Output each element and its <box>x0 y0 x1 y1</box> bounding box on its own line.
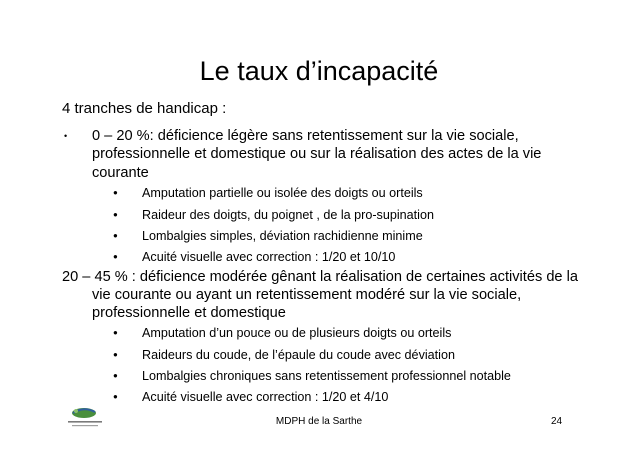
bullet: ● <box>113 210 118 219</box>
bracket-1 <box>0 127 638 183</box>
slide-title: Le taux d’incapacité <box>199 56 439 86</box>
list-item-text: Amputation d’un pouce ou de plusieurs doigts ou orteils <box>142 326 452 340</box>
bullet: ● <box>113 328 118 337</box>
bullet: ● <box>113 371 118 380</box>
page-number: 24 <box>551 416 563 427</box>
bullet: ● <box>113 350 118 359</box>
bullet: ● <box>113 252 118 261</box>
bullet: ● <box>113 392 118 401</box>
intro-text: 4 tranches de handicap : <box>62 100 227 117</box>
list-item-text: Raideurs du coude, de l’épaule du coude avec déviation <box>142 348 455 362</box>
bracket-2-text: 20 – 45 % : déficience modérée gênant la réalisation de certaines activités de la vie courante ou ayant un retentissement modéré sur la vie sociale, professionnelle et domestique <box>62 269 578 322</box>
bullet: • <box>64 131 68 141</box>
bullet: ● <box>113 188 118 197</box>
list-item-text: Acuité visuelle avec correction : 1/20 et 4/10 <box>142 390 389 404</box>
list-item-text: Lombalgies chroniques sans retentissement professionnel notable <box>142 369 511 383</box>
footer-organization: MDPH de la Sarthe <box>275 416 363 427</box>
list-item-text: Lombalgies simples, déviation rachidienne minime <box>142 229 423 243</box>
bracket-1-text: 0 – 20 %: déficience légère sans retentissement sur la vie sociale, professionnelle et domestique ou sur la réalisation des actes de la vie courante <box>92 128 542 181</box>
bullet: ● <box>113 231 118 240</box>
list-item-text: Amputation partielle ou isolée des doigts ou orteils <box>142 186 423 200</box>
list-item-text: Acuité visuelle avec correction : 1/20 et 10/10 <box>142 250 396 264</box>
list-item-text: Raideur des doigts, du poignet , de la pro-supination <box>142 208 434 222</box>
